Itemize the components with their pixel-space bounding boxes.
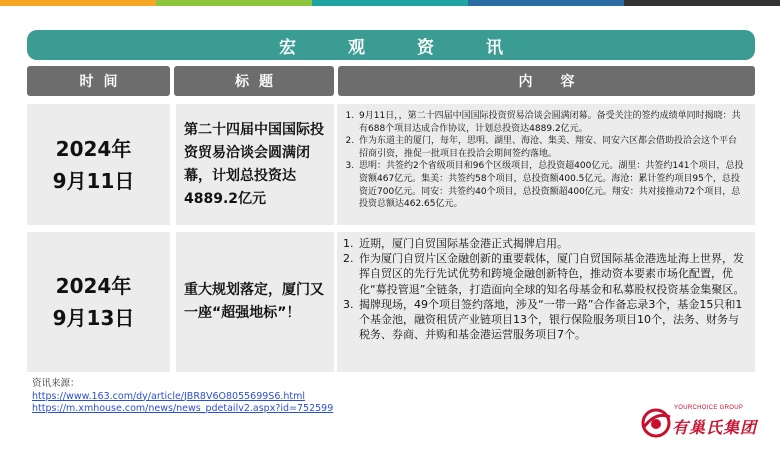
date-day: 9月11日 — [52, 168, 135, 193]
news-title: 第二十四届中国国际投资贸易洽谈会圆满闭幕，计划总投资达4889.2亿元 — [184, 121, 324, 207]
table-row-title — [176, 232, 334, 372]
list-item: 1. 近期，厦门自贸国际基金港正式揭牌启用。 — [357, 236, 745, 251]
banner-title: 宏观资讯 — [279, 37, 555, 58]
brand-logo — [640, 405, 760, 441]
header-content: 内容 — [338, 66, 755, 96]
content-list — [343, 236, 745, 342]
date-year: 2024年 — [55, 136, 132, 161]
list-item: 3. 揭牌现场，49个项目签约落地，涉及“一带一路”合作备忘录3个，基金15只和1个基金池，融资租赁产业链项目13个，银行保险服务项目10个，法务、财务与税务、券商、并购和基金港运营服务项目7个。 — [357, 297, 745, 343]
source-block — [32, 378, 333, 416]
list-item: 1. 9月11日，，第二十四届中国国际投资贸易洽谈会圆满闭幕。备受关注的签约成绩单同时揭晓：共有688个项目达成合作协议，计划总投资达4889.2亿元。 — [357, 110, 745, 135]
table-row-date — [27, 104, 170, 225]
list-item: 2. 作为东道主的厦门，每年，思明、湖里、海沧、集美、翔安、同安六区都会借助投洽会这个平台招商引资，推促一批项目在投洽会期间签约落地。 — [357, 135, 745, 160]
header-time: 时间 — [27, 66, 170, 96]
table-row-content — [337, 104, 755, 225]
list-item: 2. 作为厦门自贸片区金融创新的重要载体，厦门自贸国际基金港选址海上世界，发挥自贸区的先行先试优势和跨境金融创新特色，推动资本要素市场化配置，优化“募投管退”全链条，打造面向全球的知名母基金和私募股权投资基金集聚区。 — [357, 251, 745, 297]
source-label: 资讯来源： — [32, 378, 80, 389]
date-year: 2024年 — [55, 274, 132, 298]
content-list — [343, 110, 745, 211]
table-row-content — [337, 232, 755, 372]
top-color-stripe — [0, 0, 780, 6]
logo-chinese: 有巢氏集团 — [672, 418, 758, 437]
yourchoice-logo-icon — [640, 407, 672, 439]
table-row-date — [27, 232, 170, 372]
section-banner — [27, 30, 755, 60]
header-title: 标题 — [174, 66, 334, 96]
logo-english: YOURCHOICE GROUP — [674, 405, 744, 411]
list-item: 3. 思明：共签约2个省级项目和96个区级项目，总投资超400亿元。湖里：共签约141个项目，总投资额467亿元。集美：共签约58个项目，总投资额400.5亿元。海沧：累计签约项目95个，总投资近700亿元。同安：共签约40个项目，总投资额超400亿元。翔安：共对接推动72个项目，总投资总额达462.65亿元。 — [357, 160, 745, 210]
date-day: 9月13日 — [52, 306, 135, 330]
table-row-title — [176, 104, 334, 225]
news-title: 重大规划落定，厦门又一座“超强地标”！ — [184, 282, 324, 321]
source-link[interactable]: https://www.163.com/dy/article/JBR8V6O8055699S6.html — [32, 390, 306, 402]
source-link[interactable]: https://m.xmhouse.com/news/news_pdetailv2.aspx?id=752599 — [32, 403, 334, 414]
